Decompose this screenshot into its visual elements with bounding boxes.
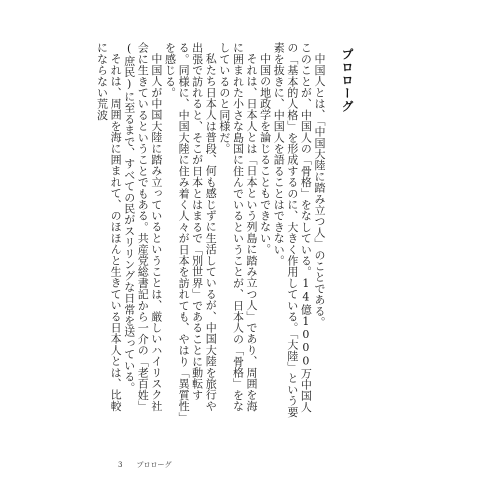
running-title: プロローグ [136, 461, 172, 469]
paragraph: 中国の地政学を論じることもできない。 [258, 53, 272, 255]
paragraph: それは、日本人とは「日本という列島に踏み立つ人」であり、周囲を海に囲まれた小さな島国に住んでいるということが、日本人の「骨格」をなしているのと同様だ。 [217, 42, 259, 412]
chapter-title: プロローグ [340, 48, 354, 113]
paragraph: 私たち日本人は普段、何も感じずに生活しているが、中国大陸を旅行や出張で訪れると、そこが日本とはまるで「別世界」であることに動転する。同様に、中国大陸に住み着く人々が日本を訪れても、やはり「異質性」を感じる。 [163, 42, 218, 418]
page-number: 3 [118, 461, 123, 469]
paragraph: 中国人が中国大陸に踏み立っているということは、厳しいハイリスク社会に生きているということでもある。共産党総書記から一介の「老百姓」(庶民)に至るまで、すべての民がスリリングな日常を送っている。 [122, 42, 163, 412]
paragraph: このことが、中国人の「骨格」をなしている。14億1000万中国人の「基本的人格」を形成するのに、大きく作用している。「大陸」という要素を抜きに、中国人を語ることはできない。 [272, 42, 313, 418]
paragraph: それは、周囲を海に囲まれて、のほほんと生きている日本人とは、比較にならない荒波 [95, 42, 123, 412]
paragraph: 中国人とは、「中国大陸に踏み立つ人」のことである。 [313, 53, 326, 328]
page-footer [118, 458, 171, 472]
body-text [95, 42, 326, 420]
